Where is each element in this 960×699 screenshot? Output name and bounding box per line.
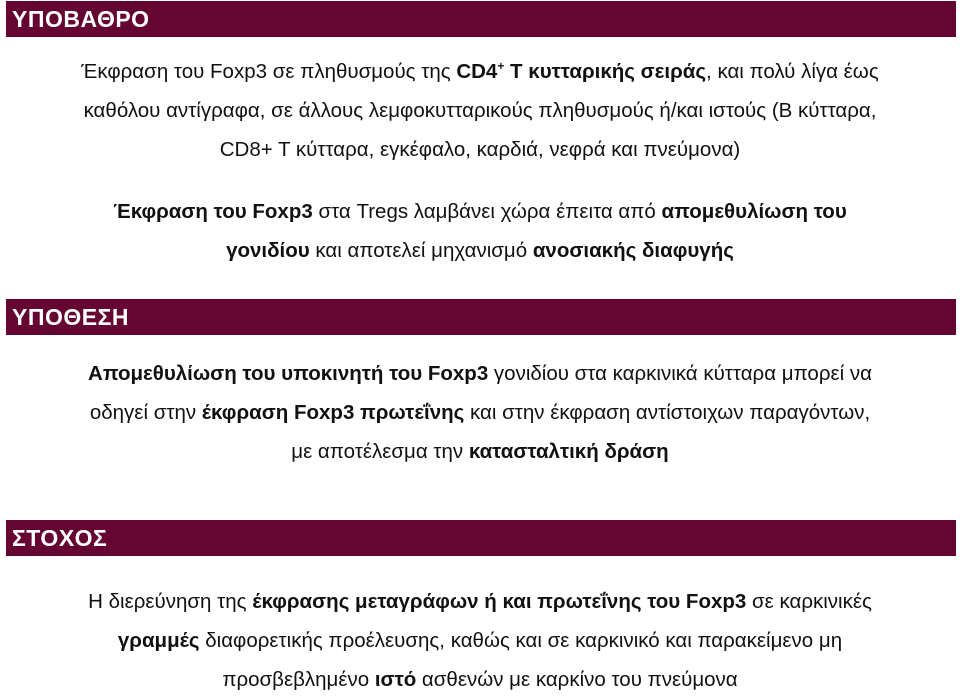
section-header-hypothesis [6, 299, 956, 335]
text-line [0, 91, 960, 130]
text-run: διαφορετικής προέλευσης, καθώς και σε καρκινικό και παρακείμενο μη [199, 629, 843, 652]
text-line [0, 130, 960, 169]
background-paragraph-2 [0, 192, 960, 270]
text-run: και στην έκφραση αντίστοιχων παραγόντων, [464, 401, 871, 424]
background-paragraph-1 [0, 52, 960, 169]
text-run: , και πολύ λίγα έως [706, 60, 879, 83]
text-run-bold: γονιδίου [226, 239, 310, 262]
text-run-bold: απομεθυλίωση του [661, 200, 847, 223]
text-run: Η διερεύνηση της [88, 590, 253, 613]
text-line [0, 432, 960, 471]
text-line [0, 192, 960, 231]
text-run-bold: T κυτταρικής σειράς [504, 60, 707, 83]
text-line [0, 231, 960, 270]
text-run: γονιδίου στα καρκινικά κύτταρα μπορεί να [488, 362, 872, 385]
text-run-bold: γραμμές [117, 629, 200, 652]
text-run: CD8+ T κύτταρα, εγκέφαλο, καρδιά, νεφρά και πνεύμονα) [219, 138, 741, 161]
text-run: καθόλου αντίγραφα, σε άλλους λεμφοκυτταρικούς πληθυσμούς ή/και ιστούς (B κύτταρα, [83, 99, 877, 122]
text-run-bold: ιστό [374, 668, 417, 691]
section-header-goal [6, 520, 956, 556]
text-run: και αποτελεί μηχανισμό [309, 239, 533, 262]
section-title-background: ΥΠΟΒΑΘΡΟ [12, 6, 150, 32]
text-run: με αποτέλεσμα την [291, 440, 469, 463]
text-line [0, 393, 960, 432]
text-run-bold: Απομεθυλίωση του υποκινητή του Foxp3 [88, 362, 489, 385]
text-line [0, 660, 960, 699]
text-run-bold: ανοσιακής διαφυγής [532, 239, 734, 262]
text-run-bold: έκφραση Foxp3 πρωτεΐνης [201, 401, 465, 424]
superscript: + [497, 59, 505, 73]
text-run-bold: έκφρασης μεταγράφων ή και πρωτεΐνης του Foxp3 [252, 590, 747, 613]
section-title-goal: ΣΤΟΧΟΣ [12, 525, 108, 551]
text-run: προσβεβλημένο [222, 668, 375, 691]
text-line [0, 354, 960, 393]
text-run-bold: CD4 [456, 60, 498, 83]
text-run: οδηγεί στην [89, 401, 202, 424]
hypothesis-paragraph [0, 354, 960, 471]
text-line [0, 52, 960, 91]
section-header-background [6, 1, 956, 37]
text-run-bold: Έκφραση του Foxp3 [113, 200, 313, 223]
text-run: σε καρκινικές [746, 590, 872, 613]
text-run: ασθενών με καρκίνο του πνεύμονα [416, 668, 738, 691]
text-line [0, 621, 960, 660]
text-run-bold: κατασταλτική δράση [468, 440, 669, 463]
text-run: Έκφραση του Foxp3 σε πληθυσμούς της [81, 60, 457, 83]
goal-paragraph [0, 582, 960, 699]
text-run: στα Tregs λαμβάνει χώρα έπειτα από [312, 200, 662, 223]
text-line [0, 582, 960, 621]
section-title-hypothesis: ΥΠΟΘΕΣΗ [12, 304, 129, 330]
